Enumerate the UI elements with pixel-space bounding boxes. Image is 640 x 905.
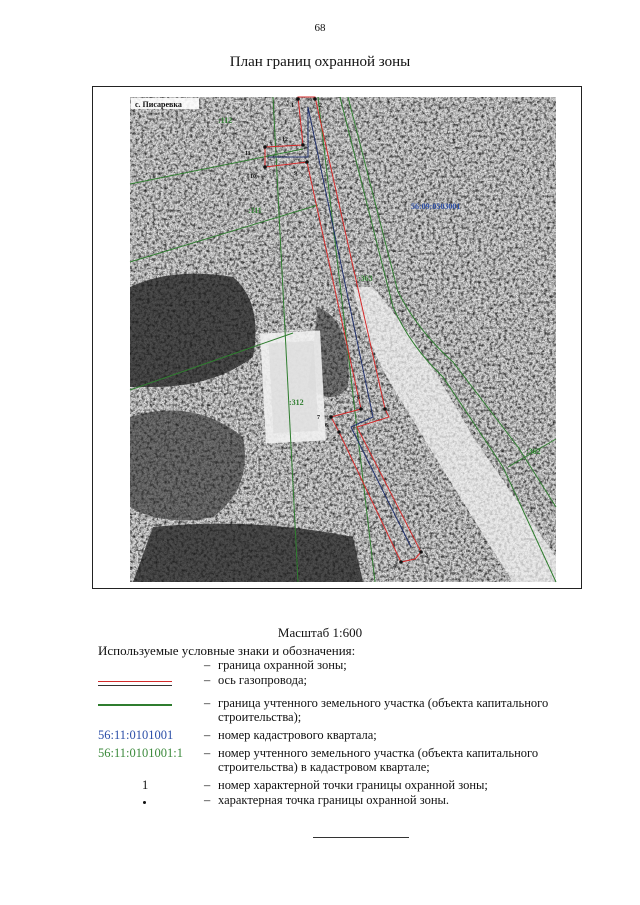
aerial-photo — [130, 97, 556, 582]
point-label: 10 — [250, 174, 256, 180]
point-label: 4 — [393, 564, 396, 570]
point-label: 1 — [291, 103, 294, 109]
point-label: 7 — [317, 415, 320, 421]
signature-line — [313, 837, 409, 838]
quarter-label: 56:09:0503001 — [411, 202, 461, 211]
point-label: 8 — [357, 395, 360, 401]
legend-item-zone-boundary: – граница охранной зоны; — [204, 658, 347, 672]
parcel-label-112: :112 — [218, 116, 233, 125]
legend-title: Используемые условные знаки и обозначения: — [98, 643, 356, 658]
page-title: План границ охранной зоны — [229, 54, 411, 70]
parcel-label-363: :363 — [358, 274, 373, 283]
parcel-label-362: :362 — [526, 447, 541, 456]
legend-item-parcel-number: 56:11:0101001:1 – номер учтенного земельного участка (объекта капитального строительства) в кадастровом квартале; — [98, 746, 539, 774]
parcel-label-312: :312 — [289, 398, 304, 407]
settlement-label: с. Писаревка — [135, 100, 182, 109]
legend-item-gas-axis: – ось газопровода; — [204, 673, 308, 687]
point-label: 2 — [319, 103, 322, 109]
point-label: 5 — [333, 437, 336, 443]
page-number: 68 — [314, 22, 326, 34]
map-frame — [92, 86, 582, 589]
legend-item-parcel-boundary: – граница учтенного земельного участка (объекта капитального строительства); — [204, 696, 549, 724]
legend-item-quarter-number: 56:11:0101001 – номер кадастрового квартала; — [98, 728, 377, 742]
point-label: 11 — [245, 151, 251, 157]
legend-item-point-number: 1 – номер характерной точки границы охранной зоны; — [142, 778, 488, 792]
parcel-label-111: :111 — [248, 206, 262, 215]
scale-label: Масштаб 1:600 — [277, 625, 363, 640]
point-label: 9 — [294, 171, 297, 177]
point-label: 3 — [425, 553, 428, 559]
point-label: 12 — [282, 137, 288, 143]
boundary-map — [93, 87, 581, 588]
legend-item-characteristic-point: – характерная точка границы охранной зоны. — [204, 793, 450, 807]
point-label: 6 — [325, 423, 328, 429]
